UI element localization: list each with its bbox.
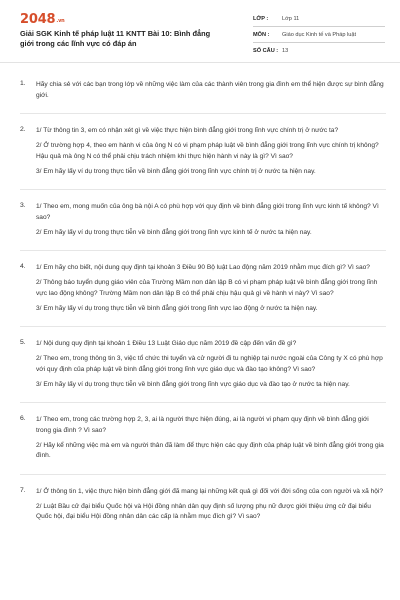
- question-list: [0, 80, 400, 527]
- question-item: [0, 80, 400, 101]
- question-divider: [20, 326, 386, 327]
- question-part: 3/ Em hãy lấy ví dụ trong thực tiễn về bình đẳng giới trong lĩnh vực lao động ở nước ta hiện nay.: [36, 304, 318, 312]
- question-part: 1/ Nội dung quy định tại khoản 1 Điều 13 Luật Giáo dục năm 2019 đề cập đến vấn đề gì?: [36, 340, 297, 347]
- question-body: [36, 126, 384, 177]
- question-divider: [20, 113, 386, 114]
- meta-row-count: [253, 43, 385, 58]
- meta-value: 13: [282, 47, 289, 54]
- question-divider: [20, 402, 386, 403]
- question-item: [0, 202, 400, 238]
- question-number: 5.: [20, 339, 26, 346]
- question-item: [0, 487, 400, 523]
- question-part: 2/ Em hãy lấy ví dụ trong thực tiễn về bình đẳng giới trong lĩnh vực kinh tế ở nước ta hiện nay.: [36, 228, 312, 236]
- question-body: [36, 339, 384, 390]
- question-number: 2.: [20, 126, 26, 133]
- question-item: [0, 415, 400, 462]
- meta-value: Lớp 11: [282, 15, 300, 22]
- question-part: Hãy chia sẻ với các bạn trong lớp về những việc làm của các thành viên trong gia đình em thể hiện được sự bình đẳng giới.: [36, 81, 384, 99]
- question-divider: [20, 474, 386, 475]
- question-item: [0, 339, 400, 390]
- question-part: 2/ Ở trường hợp 4, theo em hành vi của ông N có vi phạm pháp luật về bình đẳng giới trong lĩnh vực chính trị không? Hậu quả mà ông N có thể phải chịu trách nhiệm khi thực hiện hành vi này là gì? Vì sao?: [36, 142, 379, 160]
- question-part: 3/ Em hãy lấy ví dụ trong thực tiễn về bình đẳng giới trong lĩnh vực chính trị ở nước ta hiện nay.: [36, 167, 316, 175]
- page-title: Giải SGK Kinh tế pháp luật 11 KNTT Bài 10: Bình đẳng giới trong các lĩnh vực có đáp án: [20, 29, 211, 48]
- question-part: 2/ Luật Bầu cử đại biểu Quốc hội và Hội đồng nhân dân quy định số lượng phụ nữ được giới thiệu ứng cử đại biểu Quốc hội, đại biểu Hội đồng nhân dân các cấp là nhằm mục đích gì? Vì sao?: [36, 502, 371, 520]
- meta-value: Giáo dục Kinh tế và Pháp luật: [282, 31, 357, 38]
- logo-main: 2048: [20, 12, 56, 27]
- question-item: [0, 263, 400, 314]
- meta-label: MÔN :: [253, 31, 270, 38]
- question-part: 1/ Theo em, mong muốn của ông bà nội A có phù hợp với quy định về bình đẳng giới trong lĩnh vực kinh tế không? Vì sao?: [36, 203, 379, 221]
- question-divider: [20, 189, 386, 190]
- question-item: [0, 126, 400, 177]
- question-body: [36, 263, 384, 314]
- question-part: 1/ Ở thông tin 1, việc thực hiện bình đẳng giới đã mang lại những kết quả gì đối với đời sống của con người và xã hội?: [36, 487, 384, 495]
- question-part: 1/ Từ thông tin 3, em có nhận xét gì về việc thực hiện bình đẳng giới trong lĩnh vực chính trị ở nước ta?: [36, 127, 339, 134]
- meta-label: SỐ CÂU :: [253, 47, 279, 54]
- header-divider: [0, 62, 400, 63]
- question-divider: [20, 250, 386, 251]
- question-body: [36, 80, 384, 101]
- question-number: 3.: [20, 202, 26, 209]
- question-body: [36, 202, 384, 238]
- logo-sub: .vn: [56, 18, 65, 24]
- meta-table: [253, 11, 385, 58]
- question-body: [36, 487, 384, 523]
- question-part: 2/ Hãy kể những việc mà em và người thân đã làm để thực hiện các quy định của pháp luật về bình đẳng giới trong gia đình.: [36, 441, 384, 459]
- site-logo[interactable]: [20, 12, 65, 27]
- question-part: 2/ Thông báo tuyển dụng giáo viên của Trường Mầm non dân lập B có vi phạm pháp luật về bình đẳng giới trong lĩnh vực lao động không? Trường Mầm non dân lập B có thể phải chịu hậu quả gì về hành vi này? Vì sao?: [36, 279, 378, 297]
- question-part: 3/ Em hãy lấy ví dụ trong thực tiễn về bình đẳng giới trong lĩnh vực giáo dục và đào tạo ở nước ta hiện nay.: [36, 380, 350, 388]
- meta-label: LỚP :: [253, 15, 269, 22]
- question-part: 1/ Theo em, trong các trường hợp 2, 3, ai là người thực hiện đúng, ai là người vi phạm quy định về bình đẳng giới trong gia đình ? Vì sao?: [36, 416, 369, 434]
- header: [0, 0, 400, 62]
- question-number: 6.: [20, 415, 26, 422]
- meta-row-class: [253, 11, 385, 27]
- question-part: 1/ Em hãy cho biết, nội dung quy định tại khoản 3 Điều 90 Bộ luật Lao động năm 2019 nhằm mục đích gì? Vì sao?: [36, 264, 370, 271]
- question-number: 1.: [20, 80, 26, 87]
- meta-row-subject: [253, 27, 385, 43]
- question-body: [36, 415, 384, 462]
- question-number: 7.: [20, 486, 26, 494]
- question-number: 4.: [20, 263, 26, 270]
- question-part: 2/ Theo em, trong thông tin 3, việc tổ chức thi tuyển và cử người đi tu nghiệp tại nước ngoài của Công ty X có phù hợp với quy định của pháp luật về bình đẳng giới trong lĩnh vực giáo dục và đào tạo không? Vì sao?: [36, 355, 383, 373]
